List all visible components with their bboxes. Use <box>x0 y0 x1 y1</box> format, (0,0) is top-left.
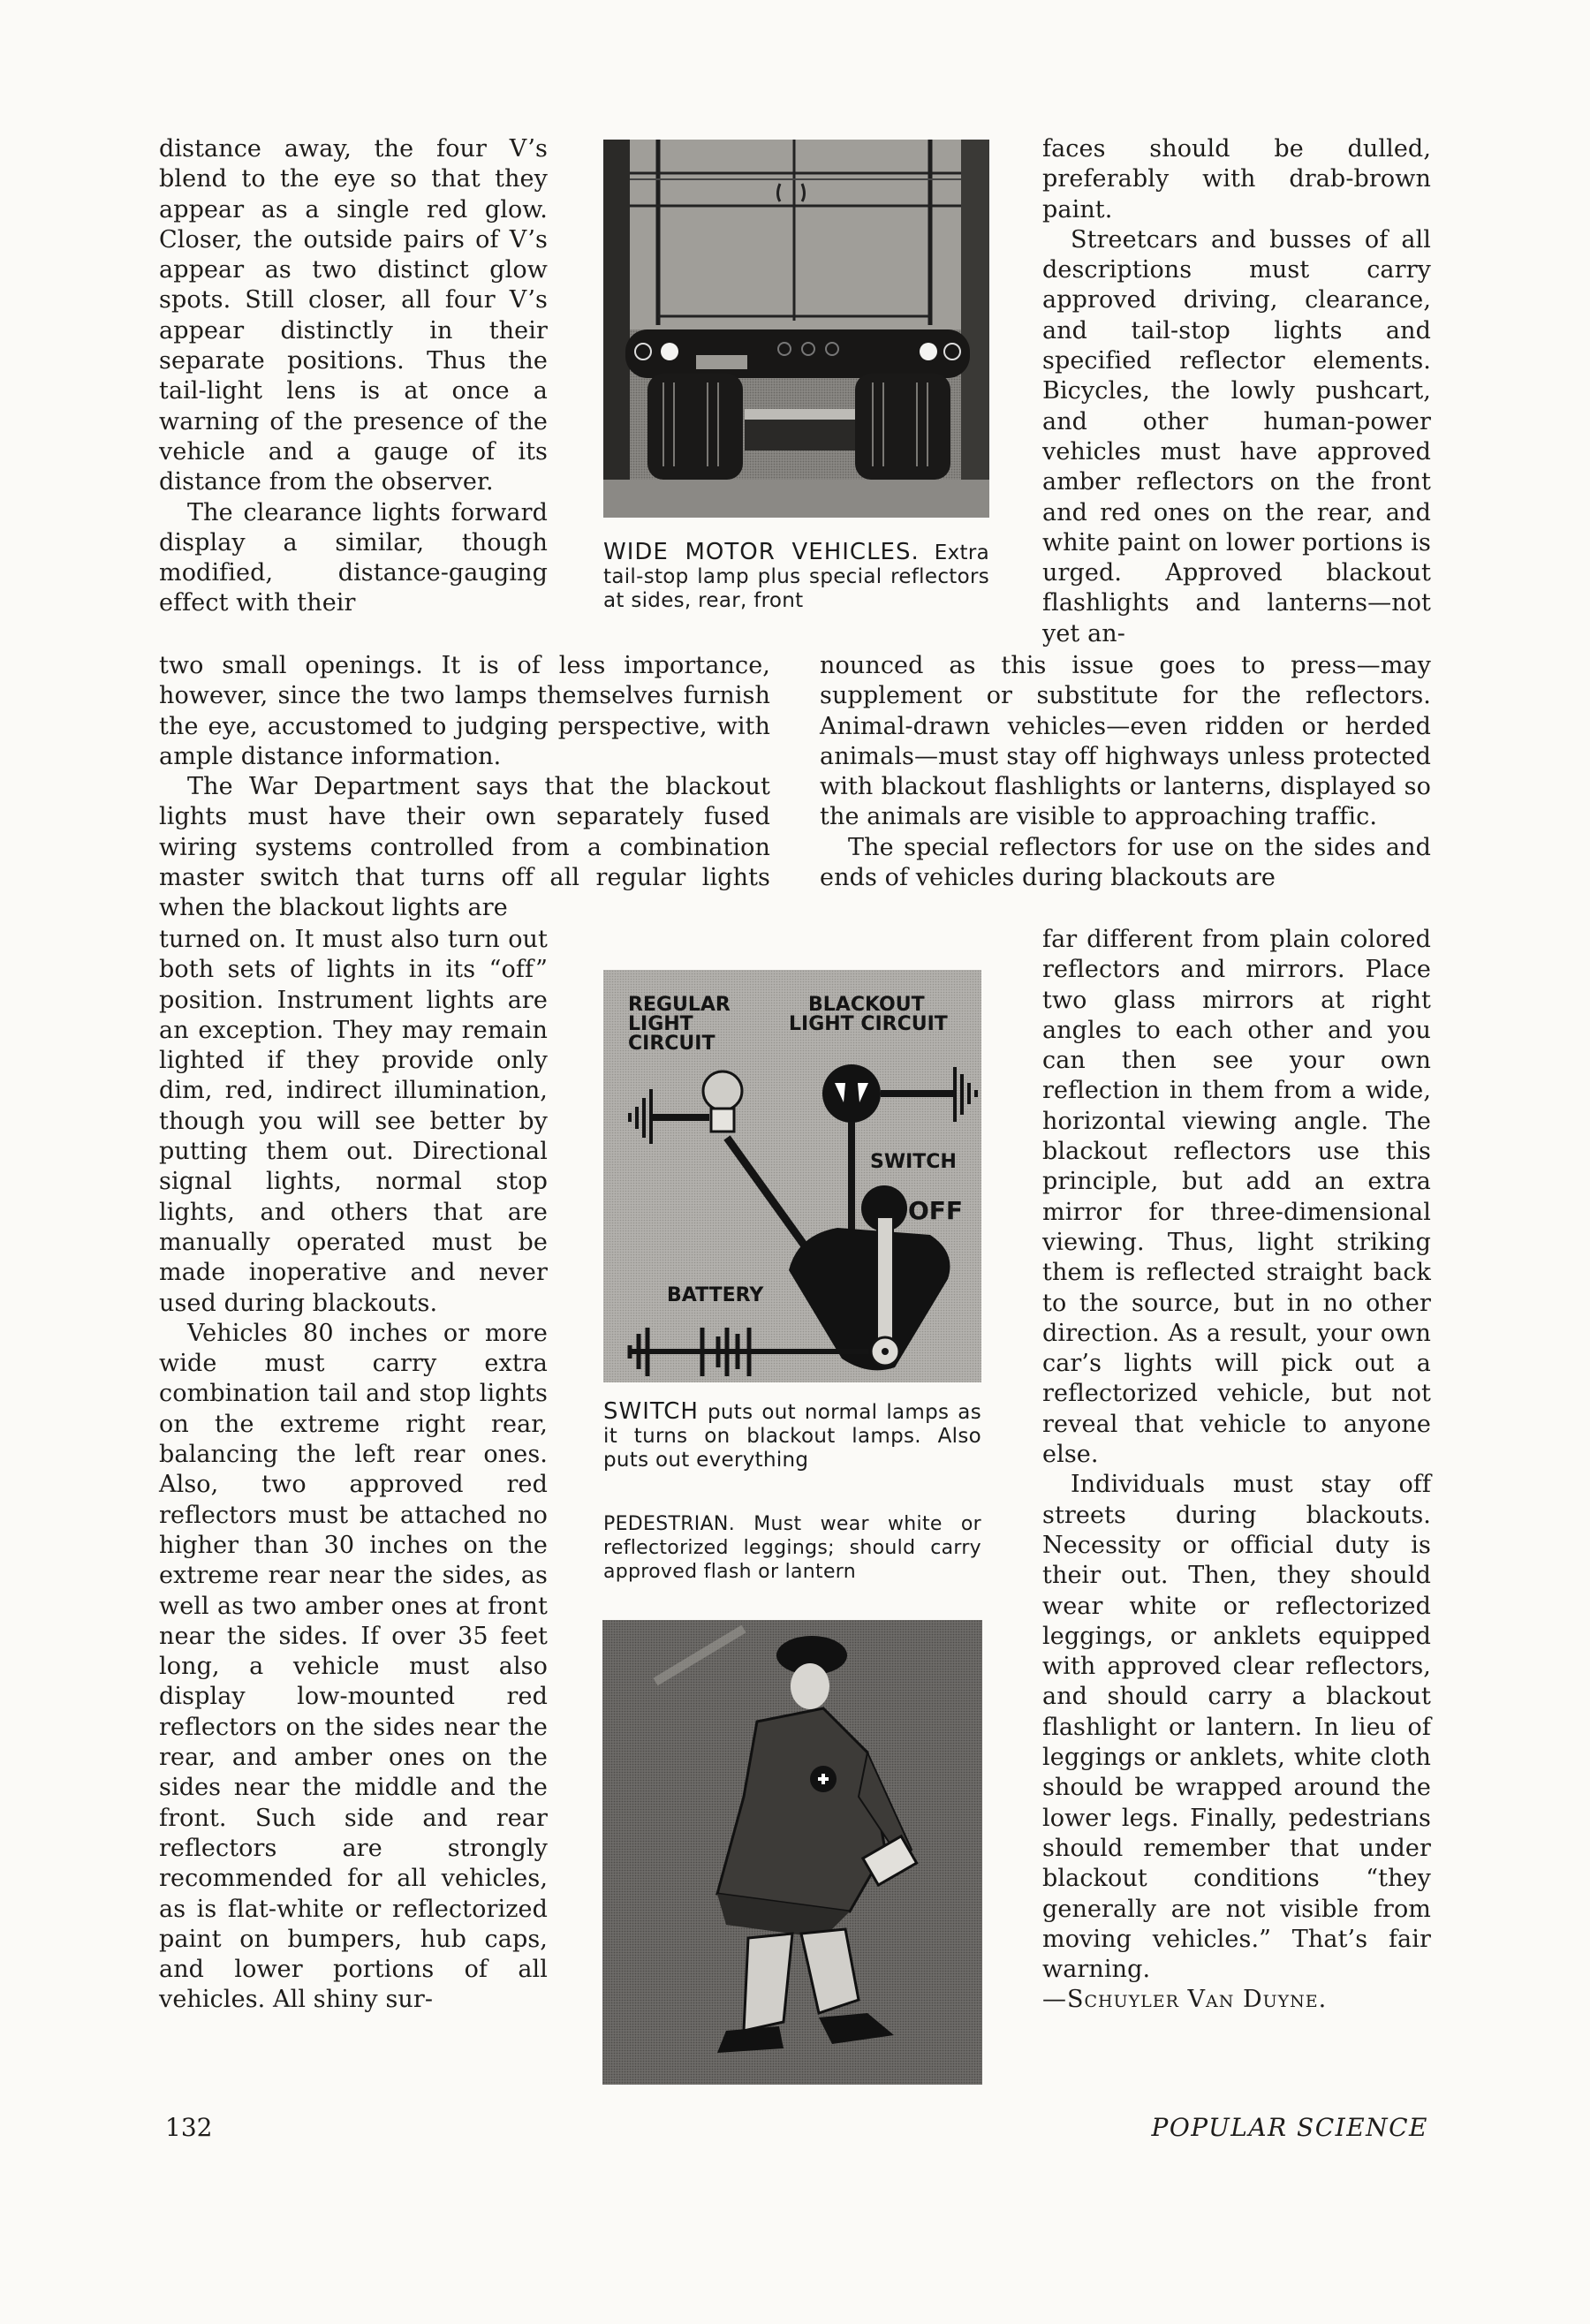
caption-lead: SWITCH <box>603 1398 699 1425</box>
pedestrian-illustration <box>602 1620 982 2085</box>
figure-caption-wide-vehicles <box>603 541 989 613</box>
paragraph: distance away, the four V’s blend to the eye so that they appear as a single red glow. Closer, the outside pairs of V’s appear as two distinct glow spots. Still closer, all four V’s appear distinctly in their separate positions. Thus the tail-light lens is at once a warning of the presence of the vehicle and a gauge of its distance from the observer. <box>159 135 548 496</box>
paragraph: Vehicles 80 inches or more wide must carry extra combination tail and stop lights on the extreme right rear, balancing the left rear ones. Also, two approved red reflectors must be attached no higher than 30 inches on the extreme rear near the sides, as well as two amber ones at front near the sides. If over 35 feet long, a vehicle must also display low-mounted red reflectors on the sides near the rear, and amber ones on the sides near the middle and the front. Such side and rear reflectors are strongly recommended for all vehicles, as is flat-white or reflectorized paint on bumpers, hub caps, and lower portions of all vehicles. All shiny sur- <box>159 1319 548 2014</box>
paragraph: The War Department says that the blackout lights must have their own separately fused wiring systems controlled from a combination master switch that turns off all regular lights when the blackout lights are <box>159 773 770 922</box>
paragraph: faces should be dulled, preferably with drab-brown paint. <box>1042 135 1431 223</box>
caption-lead: WIDE MOTOR VEHICLES. <box>603 539 920 565</box>
blackout-lamp-icon <box>822 1064 881 1123</box>
paragraph: turned on. It must also turn out both sets of lights in its “off” position. Instrument lights are an exception. They may remain lighted if they provide only dim, red, indirect illumination, though you will see better by putting them out. Directional signal lights, normal stop lights, and others that are manually operated must be made inoperative and never used during blackouts. <box>159 926 548 1317</box>
caption-text: Extra tail-stop lamp plus special reflectors at sides, rear, front <box>603 541 989 612</box>
byline: —Schuyler Van Duyne. <box>1042 1986 1328 2014</box>
publication-name: POPULAR SCIENCE <box>1151 2113 1428 2142</box>
legging-left <box>744 1934 792 2031</box>
label-off: OFF <box>908 1196 964 1225</box>
switch-circuit-diagram <box>603 970 981 1382</box>
paragraph: nounced as this issue goes to press—may supplement or substitute for the reflectors. Animal-drawn vehicles—even ridden or herded animals—must stay off highways unless protected with blackout flashlights or lanterns, displayed so the animals are visible to approaching traffic. <box>820 652 1431 831</box>
column-right-bottom <box>1042 925 1431 2016</box>
figure-caption-switch <box>603 1400 981 1472</box>
paragraph: Streetcars and busses of all descriptions must carry approved driving, clearance, and tail-stop lights and specified reflector elements. Bicycles, the lowly pushcart, and other human-power vehicles must have approved amber reflectors on the front and red ones on the rear, and white paint on lower portions is urged. Approved blackout flashlights and lanterns—not yet an- <box>1042 225 1431 647</box>
paragraph: far different from plain colored reflectors and mirrors. Place two glass mirrors at right angles to each other and you can then see your own reflection in them from a wide, horizontal viewing angle. The blackout reflectors use this principle, but add an extra mirror for three-dimensional viewing. Thus, light striking them is reflected straight back to the source, but in no other direction. As a result, your own car’s lights will pick out a reflectorized vehicle, but not reveal that vehicle to anyone else. <box>1042 926 1431 1469</box>
svg-text:CIRCUIT: CIRCUIT <box>628 1033 716 1055</box>
label-blackout-light-circuit: BLACKOUT <box>808 994 925 1016</box>
column-left-wide-block <box>159 651 770 924</box>
truck-rear-photo <box>603 140 989 518</box>
column-left-bottom <box>159 925 548 2016</box>
label-battery: BATTERY <box>667 1284 764 1306</box>
figure-caption-pedestrian <box>603 1512 981 1584</box>
svg-text:LIGHT: LIGHT <box>628 1013 693 1035</box>
paragraph: two small openings. It is of less importance, however, since the two lamps themselves furnish the eye, accustomed to judging perspective, with ample distance information. <box>159 652 770 770</box>
svg-text:LIGHT CIRCUIT: LIGHT CIRCUIT <box>789 1013 948 1035</box>
caption-text: puts out normal lamps as it turns on blackout lamps. Also puts out everything <box>603 1401 981 1472</box>
column-left-top <box>159 134 548 619</box>
column-right-top <box>1042 134 1431 649</box>
page-number: 132 <box>165 2113 213 2142</box>
caption-lead: PEDESTRIAN. <box>603 1513 735 1535</box>
label-switch: SWITCH <box>870 1151 957 1173</box>
paragraph: The special reflectors for use on the sides and ends of vehicles during blackouts are <box>820 833 1431 892</box>
label-regular-light-circuit: REGULAR <box>628 994 731 1016</box>
column-right-wide-block <box>820 651 1431 893</box>
paragraph: Individuals must stay off streets during blackouts. Necessity or official duty is their out. Then, they should wear white or reflectorized leggings, or anklets equipped with approved clear reflectors, and should carry a blackout flashlight or lantern. In lieu of leggings or anklets, white cloth should be wrapped around the lower legs. Finally, pedestrians should remember that under blackout conditions “they generally are not visible from moving vehicles.” That’s fair warning. <box>1042 1471 1431 1984</box>
caption-text: Must wear white or reflectorized leggings; should carry approved flash or lantern <box>603 1513 981 1583</box>
paragraph: The clearance lights forward display a similar, though modified, distance-gauging effect with their <box>159 498 548 617</box>
bulb-icon <box>703 1071 742 1110</box>
